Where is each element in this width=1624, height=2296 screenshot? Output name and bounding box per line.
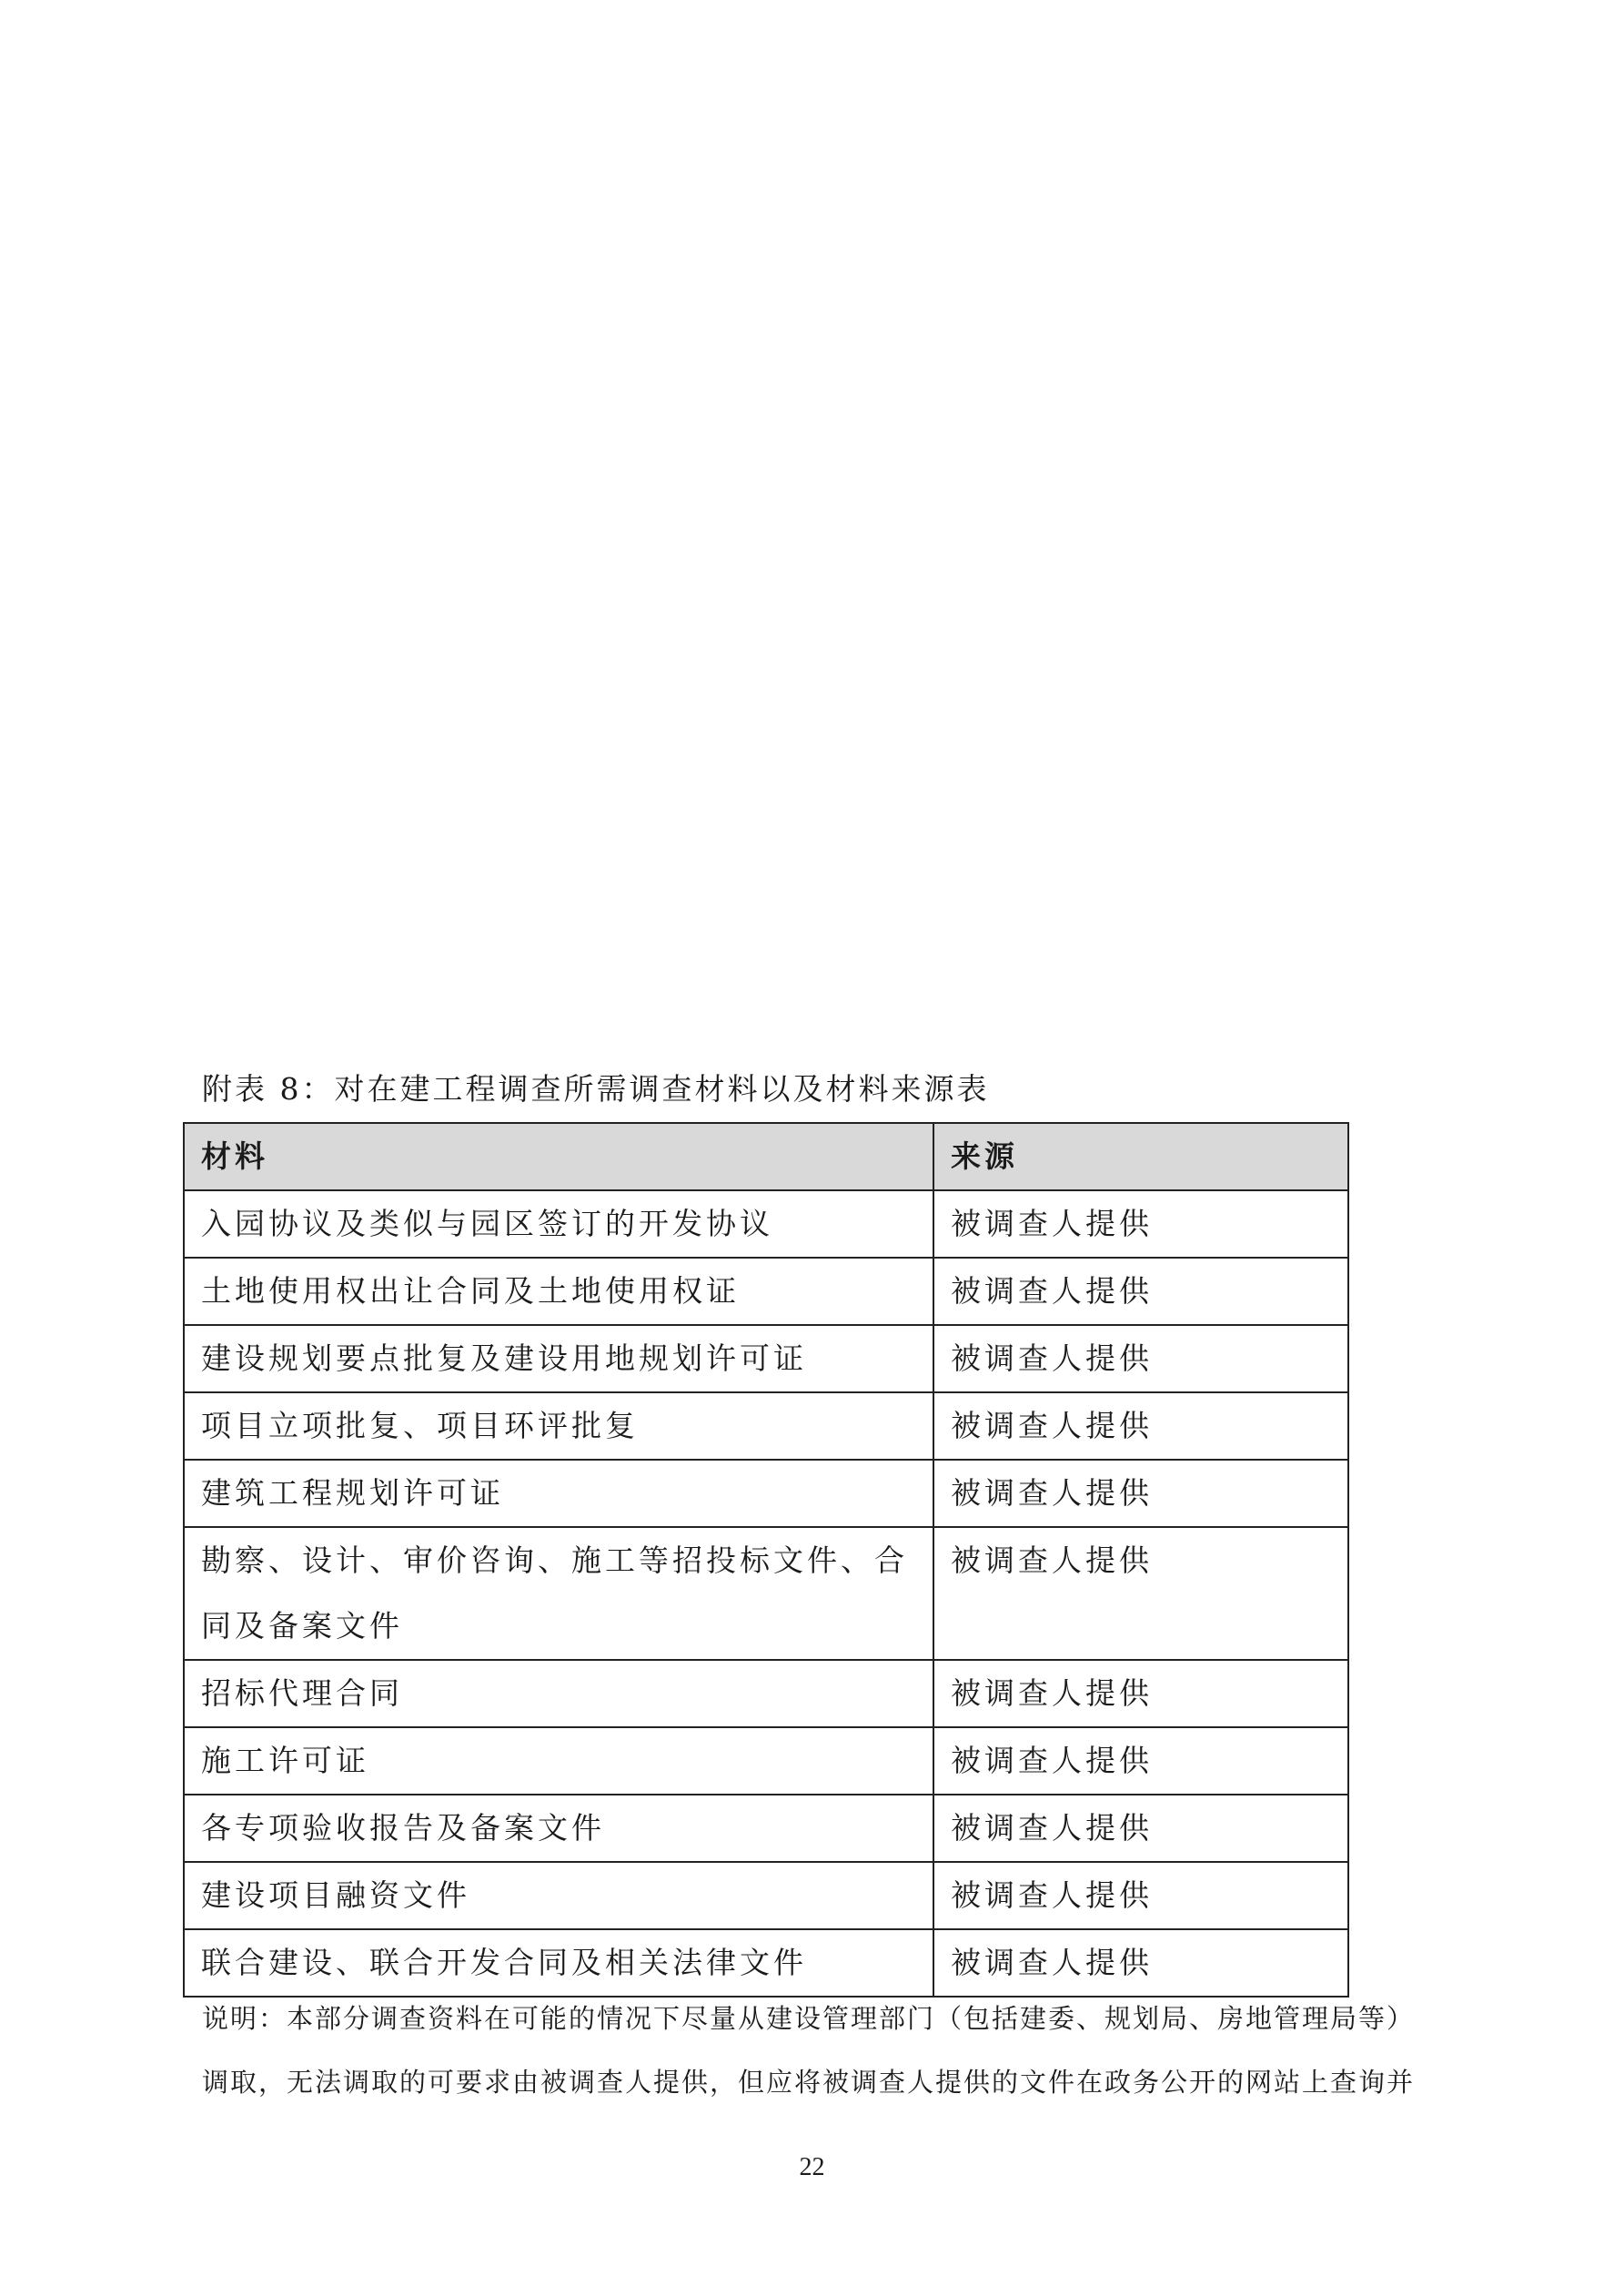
material-cell: 土地使用权出让合同及土地使用权证 <box>184 1258 933 1325</box>
materials-table <box>183 1122 1349 1998</box>
material-cell: 入园协议及类似与园区签订的开发协议 <box>184 1190 933 1258</box>
table-row <box>184 1727 1348 1795</box>
header-material: 材料 <box>184 1123 933 1190</box>
page-number: 22 <box>799 2153 825 2181</box>
table-row <box>184 1862 1348 1929</box>
header-source: 来源 <box>933 1123 1348 1190</box>
note-line: 调取，无法调取的可要求由被调查人提供，但应将被调查人提供的文件在政务公开的网站上查询并 <box>202 2067 1416 2098</box>
source-cell: 被调查人提供 <box>933 1727 1348 1795</box>
table-row <box>184 1460 1348 1527</box>
table-header-row <box>184 1123 1348 1190</box>
material-cell: 建设项目融资文件 <box>184 1862 933 1929</box>
table-row <box>184 1527 1348 1660</box>
material-cell: 项目立项批复、项目环评批复 <box>184 1392 933 1460</box>
material-cell: 招标代理合同 <box>184 1660 933 1727</box>
table-row <box>184 1392 1348 1460</box>
table-row <box>184 1325 1348 1392</box>
table-row <box>184 1660 1348 1727</box>
source-cell: 被调查人提供 <box>933 1190 1348 1258</box>
explanatory-note <box>202 1987 1458 2114</box>
note-line: 说明：本部分调查资料在可能的情况下尽量从建设管理部门（包括建委、规划局、房地管理局等） <box>202 2003 1416 2034</box>
material-cell: 施工许可证 <box>184 1727 933 1795</box>
material-cell: 勘察、设计、审价咨询、施工等招投标文件、合同及备案文件 <box>184 1527 933 1660</box>
table-caption: 附表 8：对在建工程调查所需调查材料以及材料来源表 <box>202 1071 990 1107</box>
source-cell: 被调查人提供 <box>933 1325 1348 1392</box>
material-cell: 建筑工程规划许可证 <box>184 1460 933 1527</box>
material-cell: 建设规划要点批复及建设用地规划许可证 <box>184 1325 933 1392</box>
table-row <box>184 1190 1348 1258</box>
source-cell: 被调查人提供 <box>933 1929 1348 1997</box>
source-cell: 被调查人提供 <box>933 1392 1348 1460</box>
source-cell: 被调查人提供 <box>933 1258 1348 1325</box>
material-cell: 各专项验收报告及备案文件 <box>184 1795 933 1862</box>
table-row <box>184 1795 1348 1862</box>
table-row <box>184 1258 1348 1325</box>
source-cell: 被调查人提供 <box>933 1527 1348 1660</box>
source-cell: 被调查人提供 <box>933 1460 1348 1527</box>
material-cell: 联合建设、联合开发合同及相关法律文件 <box>184 1929 933 1997</box>
source-cell: 被调查人提供 <box>933 1660 1348 1727</box>
source-cell: 被调查人提供 <box>933 1862 1348 1929</box>
source-cell: 被调查人提供 <box>933 1795 1348 1862</box>
